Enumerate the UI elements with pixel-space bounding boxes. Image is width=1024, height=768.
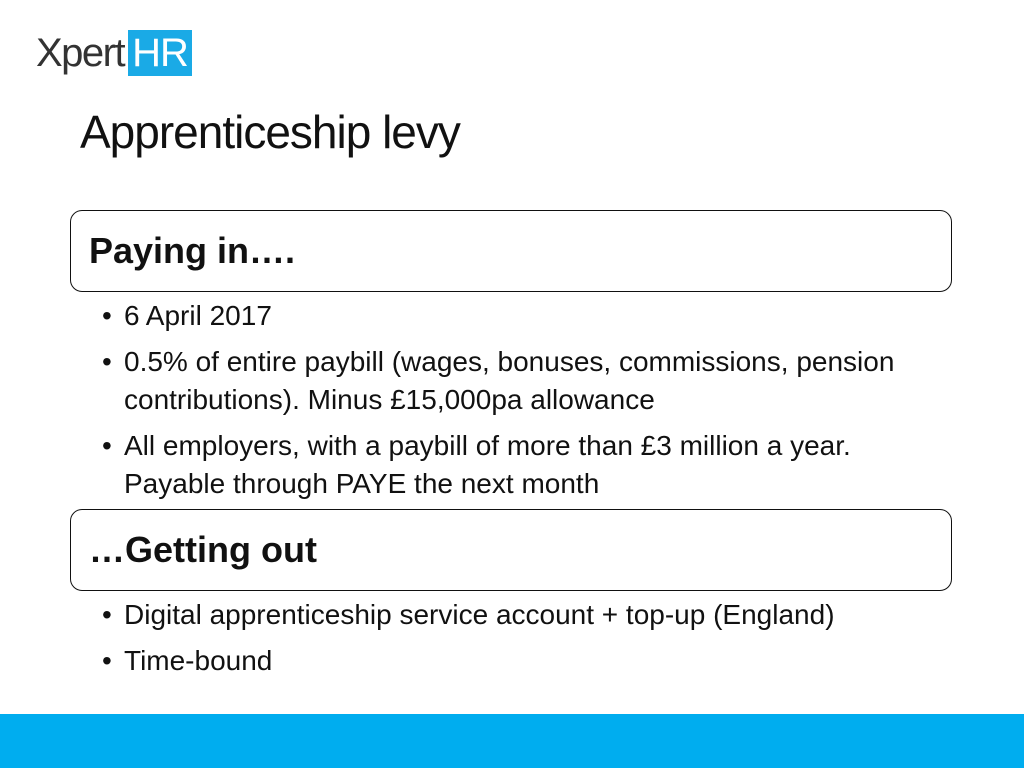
logo-text-hr: HR [128,30,192,76]
bullet-icon: • [102,430,112,461]
logo-text-xpert: Xpert [36,31,125,75]
list-item-text: Time-bound [124,645,273,676]
section-box-paying-in [70,210,952,292]
list-item-text: 0.5% of entire paybill (wages, bonuses, commissions, pension contributions). Minus £15,000pa allowance [124,346,895,415]
bullet-icon: • [102,645,112,676]
section-box-getting-out [70,509,952,591]
xperthr-logo [36,24,192,76]
list-item [98,642,938,680]
list-item-text: All employers, with a paybill of more than £3 million a year. Payable through PAYE the next month [124,430,851,499]
footer-bar [0,714,1024,768]
list-item [98,596,938,634]
list-item-text: Digital apprenticeship service account + top-up (England) [124,599,835,630]
section-heading-paying-in: Paying in…. [89,230,296,271]
list-item [98,297,938,335]
list-item [98,427,938,503]
list-item-text: 6 April 2017 [124,300,272,331]
bullet-list-getting-out [98,596,938,688]
bullet-icon: • [102,599,112,630]
bullet-icon: • [102,300,112,331]
slide-title: Apprenticeship levy [80,106,460,158]
section-heading-getting-out: …Getting out [89,529,317,570]
bullet-list-paying-in [98,297,938,511]
list-item [98,343,938,419]
bullet-icon: • [102,346,112,377]
